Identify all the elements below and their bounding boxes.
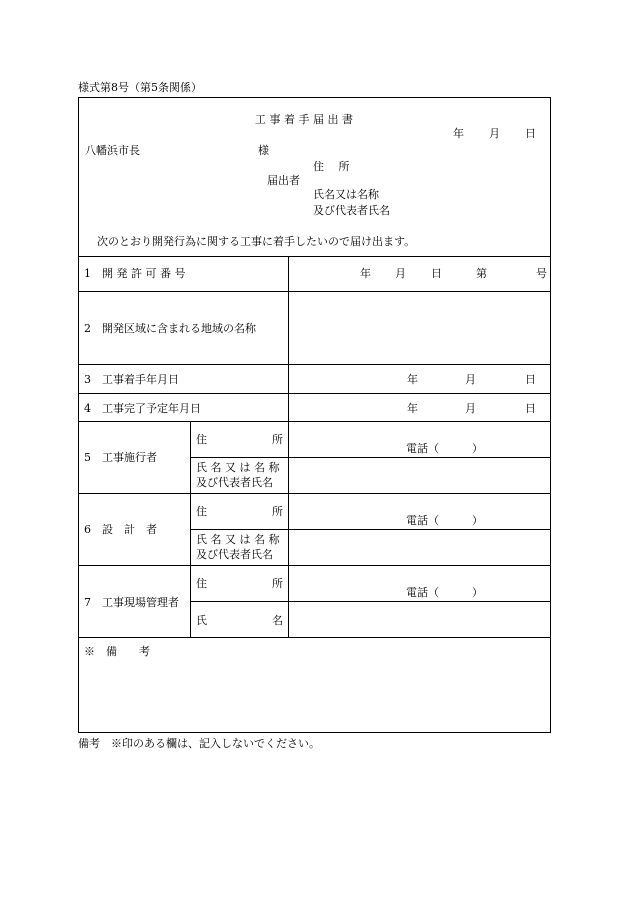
row-divider (190, 457, 551, 458)
start-day-label: 日 (525, 373, 536, 386)
row-divider (78, 256, 551, 257)
column-divider (288, 256, 289, 637)
applicant-address-label: 住 所 (313, 160, 350, 173)
row-divider (78, 421, 551, 422)
column-divider (190, 421, 191, 637)
designer-name-label: 氏 名 又 は 名 称 (196, 533, 280, 546)
row-divider (190, 601, 551, 602)
start-year-label: 年 (407, 373, 418, 386)
applicant-representative-label: 及び代表者氏名 (313, 204, 390, 217)
site-manager-address-label-b: 所 (272, 577, 283, 590)
completion-day-label: 日 (525, 402, 536, 415)
site-manager-label: 7 工事現場管理者 (84, 596, 179, 609)
site-manager-name-label-a: 氏 (196, 614, 207, 627)
completion-month-label: 月 (465, 402, 476, 415)
permit-number-label: 1 開 発 許 可 番 号 (84, 267, 186, 280)
site-manager-phone-label: 電話（ ） (406, 586, 483, 599)
permit-year-label: 年 (360, 267, 371, 280)
applicant-label: 届出者 (267, 174, 300, 187)
contractor-address-label-a: 住 (196, 433, 207, 446)
area-name-label: 2 開発区域に含まれる地域の名称 (84, 322, 256, 335)
designer-label: 6 設 計 者 (84, 523, 157, 536)
permit-dai-label: 第 (476, 267, 487, 280)
footnote: 備考 ※印のある欄は、記入しないでください。 (78, 737, 320, 750)
contractor-name-label: 氏 名 又 は 名 称 (196, 461, 280, 474)
date-month-label: 月 (489, 127, 500, 140)
start-month-label: 月 (465, 373, 476, 386)
completion-year-label: 年 (407, 402, 418, 415)
permit-go-label: 号 (536, 267, 547, 280)
designer-address-label-b: 所 (272, 505, 283, 518)
permit-day-label: 日 (431, 267, 442, 280)
form-title: 工 事 着 手 届 出 書 (255, 113, 353, 126)
completion-date-label: 4 工事完了予定年月日 (84, 402, 201, 415)
start-date-label: 3 工事着手年月日 (84, 373, 179, 386)
statement: 次のとおり開発行為に関する工事に着手したいので届け出ます。 (97, 235, 416, 248)
row-divider (190, 529, 551, 530)
form-number: 様式第8号（第5条関係） (78, 81, 202, 94)
contractor-address-label-b: 所 (272, 433, 283, 446)
contractor-label: 5 工事施行者 (84, 451, 157, 464)
row-divider (78, 291, 551, 292)
date-year-label: 年 (453, 127, 464, 140)
addressee: 八幡浜市長 (85, 144, 140, 157)
row-divider (78, 393, 551, 394)
designer-address-label-a: 住 (196, 505, 207, 518)
honorific: 様 (258, 144, 269, 157)
row-divider (78, 493, 551, 494)
designer-representative-label: 及び代表者氏名 (196, 548, 273, 561)
row-divider (78, 364, 551, 365)
site-manager-name-label-b: 名 (272, 614, 283, 627)
applicant-name-label: 氏名又は名称 (313, 188, 379, 201)
row-divider (78, 565, 551, 566)
designer-phone-label: 電話（ ） (406, 514, 483, 527)
date-day-label: 日 (525, 127, 536, 140)
permit-month-label: 月 (395, 267, 406, 280)
contractor-phone-label: 電話（ ） (406, 442, 483, 455)
contractor-representative-label: 及び代表者氏名 (196, 476, 273, 489)
site-manager-address-label-a: 住 (196, 577, 207, 590)
remarks-label: ※ 備 考 (84, 645, 150, 658)
row-divider (78, 637, 551, 638)
